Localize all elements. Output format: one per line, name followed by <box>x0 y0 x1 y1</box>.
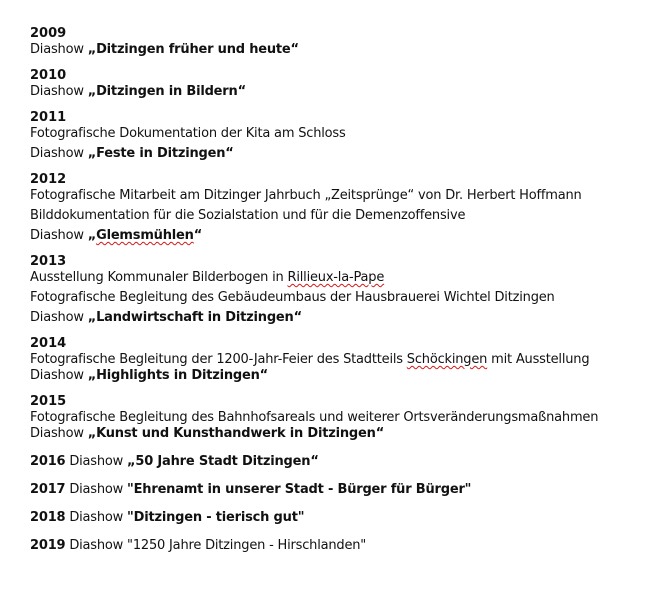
slideshow-title-open-quote: „ <box>87 228 97 243</box>
year-heading: 2018 <box>30 510 66 525</box>
line-prefix: Diashow <box>30 368 88 383</box>
line-prefix: Diashow <box>30 42 88 57</box>
year-heading: 2013 <box>30 254 67 269</box>
entry-2015 <box>30 394 660 442</box>
slideshow-title: "Ditzingen - tierisch gut" <box>127 510 305 525</box>
year-heading: 2017 <box>30 482 66 497</box>
line-prefix: Diashow <box>30 84 88 99</box>
spellcheck-word: Rillieux-la-Pape <box>287 270 385 285</box>
spellcheck-word: Schöckingen <box>406 352 488 367</box>
entry-line <box>30 310 660 326</box>
entry-line <box>30 352 660 368</box>
slideshow-title: "Ehrenamt in unserer Stadt - Bürger für Bürger" <box>127 482 472 497</box>
line-prefix: Diashow <box>65 454 128 469</box>
line-prefix: Diashow <box>30 228 88 243</box>
entry-2009 <box>30 26 660 58</box>
slideshow-title: „Kunst und Kunsthandwerk in Ditzingen“ <box>87 426 385 441</box>
entry-2010 <box>30 68 660 100</box>
slideshow-title: „Landwirtschaft in Ditzingen“ <box>87 310 302 325</box>
entry-2012 <box>30 172 660 244</box>
entry-line: Fotografische Dokumentation der Kita am Schloss <box>30 126 346 141</box>
entry-line: Bilddokumentation für die Sozialstation und für die Demenzoffensive <box>30 208 466 223</box>
year-heading: 2009 <box>30 26 67 41</box>
slideshow-title: „Feste in Ditzingen“ <box>87 146 234 161</box>
year-heading: 2010 <box>30 68 67 83</box>
entry-line <box>30 42 660 58</box>
entry-2014 <box>30 336 660 384</box>
line-prefix: Diashow <box>65 510 128 525</box>
line-text: Ausstellung Kommunaler Bilderbogen in <box>30 270 288 285</box>
entry-line <box>30 84 660 100</box>
slideshow-title-spellcheck-word: Glemsmühlen <box>96 228 194 243</box>
entry-line: Fotografische Begleitung des Bahnhofsareals und weiterer Ortsveränderungsmaßnahmen <box>30 410 599 425</box>
slideshow-title: „Highlights in Ditzingen“ <box>87 368 269 383</box>
entry-2016 <box>30 454 660 470</box>
entry-2019 <box>30 538 660 554</box>
entry-line <box>30 368 660 384</box>
entry-2018 <box>30 510 660 526</box>
slideshow-title: „Ditzingen in Bildern“ <box>87 84 246 99</box>
line-text: Fotografische Begleitung der 1200-Jahr-Feier des Stadtteils <box>30 352 407 367</box>
entry-2011 <box>30 110 660 162</box>
line-text: mit Ausstellung <box>487 352 590 367</box>
entry-line <box>30 146 660 162</box>
year-heading: 2016 <box>30 454 66 469</box>
year-heading: 2012 <box>30 172 67 187</box>
slideshow-title: „Ditzingen früher und heute“ <box>87 42 299 57</box>
line-prefix: Diashow <box>30 426 88 441</box>
line-prefix: Diashow <box>30 310 88 325</box>
line-text: Diashow "1250 Jahre Ditzingen - Hirschlanden" <box>65 538 367 553</box>
line-prefix: Diashow <box>65 482 128 497</box>
entry-line <box>30 228 660 244</box>
entry-line: Fotografische Begleitung des Gebäudeumbaus der Hausbrauerei Wichtel Ditzingen <box>30 290 555 305</box>
year-heading: 2014 <box>30 336 67 351</box>
entry-2013 <box>30 254 660 326</box>
year-heading: 2015 <box>30 394 67 409</box>
slideshow-title-close-quote: “ <box>193 228 203 243</box>
entry-line <box>30 270 660 286</box>
document-body <box>30 26 660 554</box>
year-heading: 2019 <box>30 538 66 553</box>
entry-line <box>30 426 660 442</box>
entry-2017 <box>30 482 660 498</box>
year-heading: 2011 <box>30 110 67 125</box>
line-prefix: Diashow <box>30 146 88 161</box>
entry-line: Fotografische Mitarbeit am Ditzinger Jahrbuch „Zeitsprünge“ von Dr. Herbert Hoffmann <box>30 188 582 203</box>
slideshow-title: „50 Jahre Stadt Ditzingen“ <box>127 454 319 469</box>
